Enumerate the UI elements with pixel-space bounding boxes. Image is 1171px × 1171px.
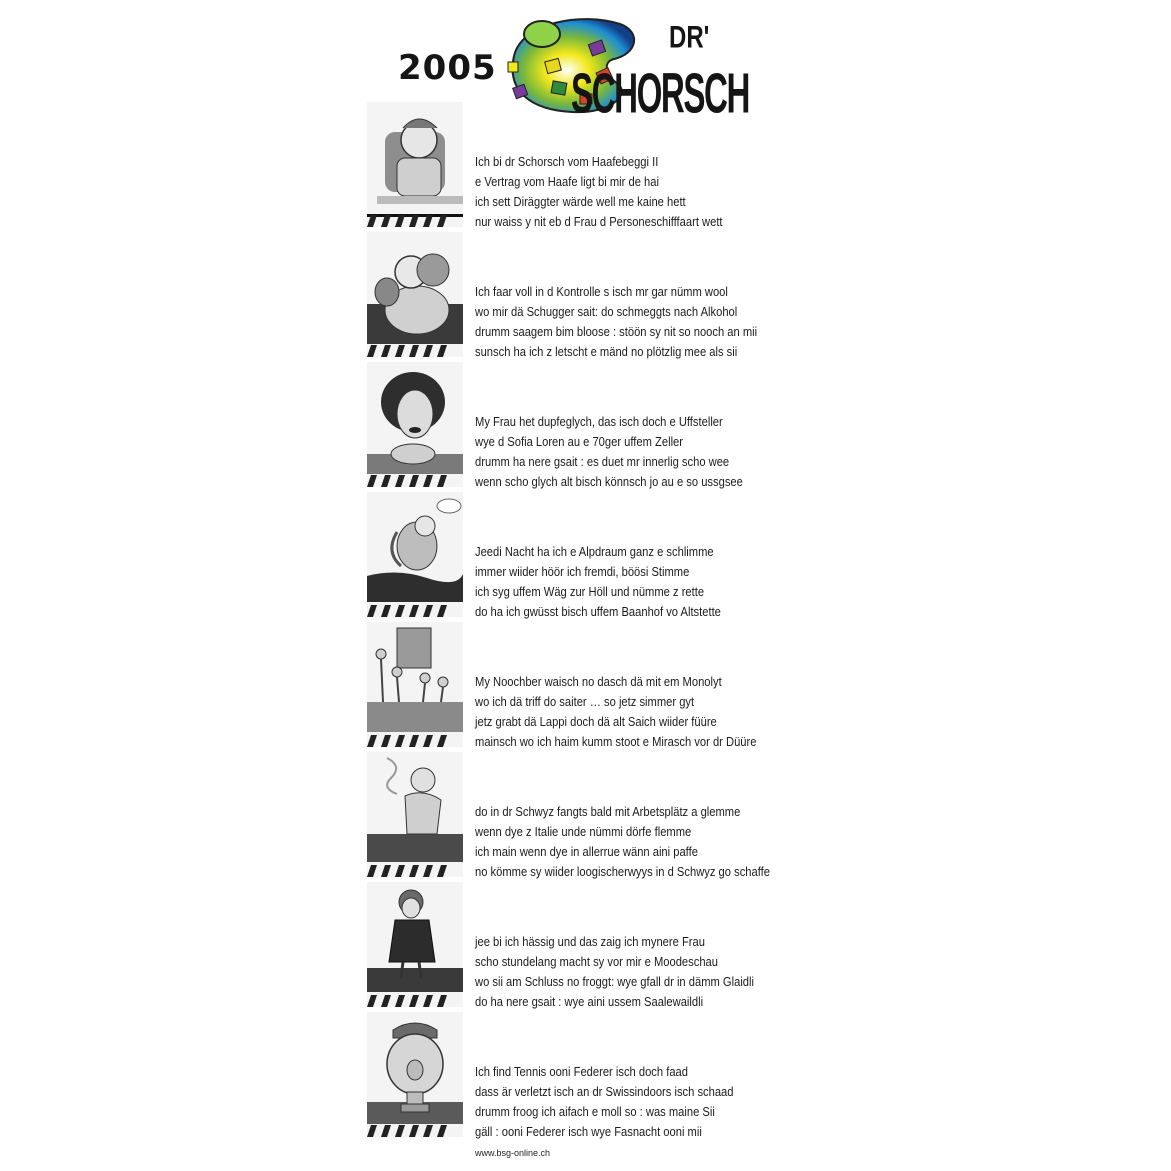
verse-line: sunsch ha ich z letscht e mänd no plötzlig mee als sii <box>475 344 738 359</box>
verse-7 <box>475 932 805 1012</box>
verse-line: wo sii am Schluss no froggt: wye gfall dr in dämm Glaidli <box>475 974 754 989</box>
verse-line: immer wiider höör ich fremdi, böösi Stimme <box>475 564 690 579</box>
verse-1 <box>475 152 805 232</box>
verse-line: Ich faar voll in d Kontrolle s isch mr gar nümm wool <box>475 284 728 299</box>
illustration-bust-head <box>367 1012 463 1137</box>
verse-line: wye d Sofia Loren au e 70ger uffem Zeller <box>475 434 683 449</box>
verse-line: drumm saagem bim bloose : stöön sy nit so nooch an mii <box>475 324 758 339</box>
verse-line: do ha nere gsait : wye aini ussem Saalewaildli <box>475 994 704 1009</box>
verse-2 <box>475 282 805 362</box>
verse-line: jetz grabt dä Lappi doch dä alt Saich wiider füüre <box>475 714 717 729</box>
verse-line: Ich bi dr Schorsch vom Haafebeggi II <box>475 154 659 169</box>
verse-line: jee bi ich hässig und das zaig ich mynere Frau <box>475 934 705 949</box>
verse-line: ich syg uffem Wäg zur Höll und nümme z rette <box>475 584 705 599</box>
verse-line: wenn scho glych alt bisch könnsch jo au e so ussgsee <box>475 474 743 489</box>
illustration-woman-portrait <box>367 362 463 487</box>
verse-line: no kömme sy wiider loogischerwyys in d Schwyz go schaffe <box>475 864 770 879</box>
illustration-man-in-chair <box>367 102 463 227</box>
verse-line: wenn dye z Italie unde nümmi dörfe flemme <box>475 824 692 839</box>
verse-line: Jeedi Nacht ha ich e Alpdraum ganz e schlimme <box>475 544 714 559</box>
illustration-breathalyzer <box>367 232 463 357</box>
verse-4 <box>475 542 805 622</box>
verse-line: drumm froog ich aifach e moll so : was maine Sii <box>475 1104 715 1119</box>
illustration-angry-woman <box>367 882 463 1007</box>
verse-3 <box>475 412 805 492</box>
footer-url[interactable]: www.bsg-online.ch <box>475 1148 551 1158</box>
verse-line: dass är verletzt isch an dr Swissindoors isch schaad <box>475 1084 734 1099</box>
verse-line: ich main wenn dye in allerrue wänn aini paffe <box>475 844 698 859</box>
logo-title: SCHORSCH <box>571 61 750 125</box>
verse-line: e Vertrag vom Haafe ligt bi mir de hai <box>475 174 659 189</box>
verse-5 <box>475 672 805 752</box>
verse-line: do in dr Schwyz fangts bald mit Arbetsplätz a glemme <box>475 804 741 819</box>
verse-line: gäll : ooni Federer isch wye Fasnacht ooni mii <box>475 1124 702 1139</box>
illustration-smoking-man <box>367 752 463 877</box>
verse-line: ich sett Diräggter wärde well me kaine hett <box>475 194 686 209</box>
verse-line: My Noochber waisch no dasch dä mit em Monolyt <box>475 674 722 689</box>
verse-line: scho stundelang macht sy vor mir e Moodeschau <box>475 954 718 969</box>
verse-line: My Frau het dupfeglych, das isch doch e Uffsteller <box>475 414 723 429</box>
verse-line: Ich find Tennis ooni Federer isch doch faad <box>475 1064 688 1079</box>
verse-line: nur waiss y nit eb d Frau d Personeschifffaart wett <box>475 214 723 229</box>
verse-line: wo ich dä triff do saiter … so jetz simmer gyt <box>475 694 695 709</box>
logo-prefix: DR' <box>669 20 710 56</box>
verse-line: mainsch wo ich haim kumm stoot e Mirasch vor dr Düüre <box>475 734 757 749</box>
verse-line: drumm ha nere gsait : es duet mr innerlig scho wee <box>475 454 730 469</box>
illustration-monolith-garden <box>367 622 463 747</box>
year-label: 2005 <box>398 48 497 88</box>
illustration-nightmare <box>367 492 463 617</box>
verse-line: wo mir dä Schugger sait: do schmeggts nach Alkohol <box>475 304 738 319</box>
verse-line: do ha ich gwüsst bisch uffem Baanhof vo Altstette <box>475 604 721 619</box>
verse-6 <box>475 802 805 882</box>
verse-8 <box>475 1062 805 1142</box>
